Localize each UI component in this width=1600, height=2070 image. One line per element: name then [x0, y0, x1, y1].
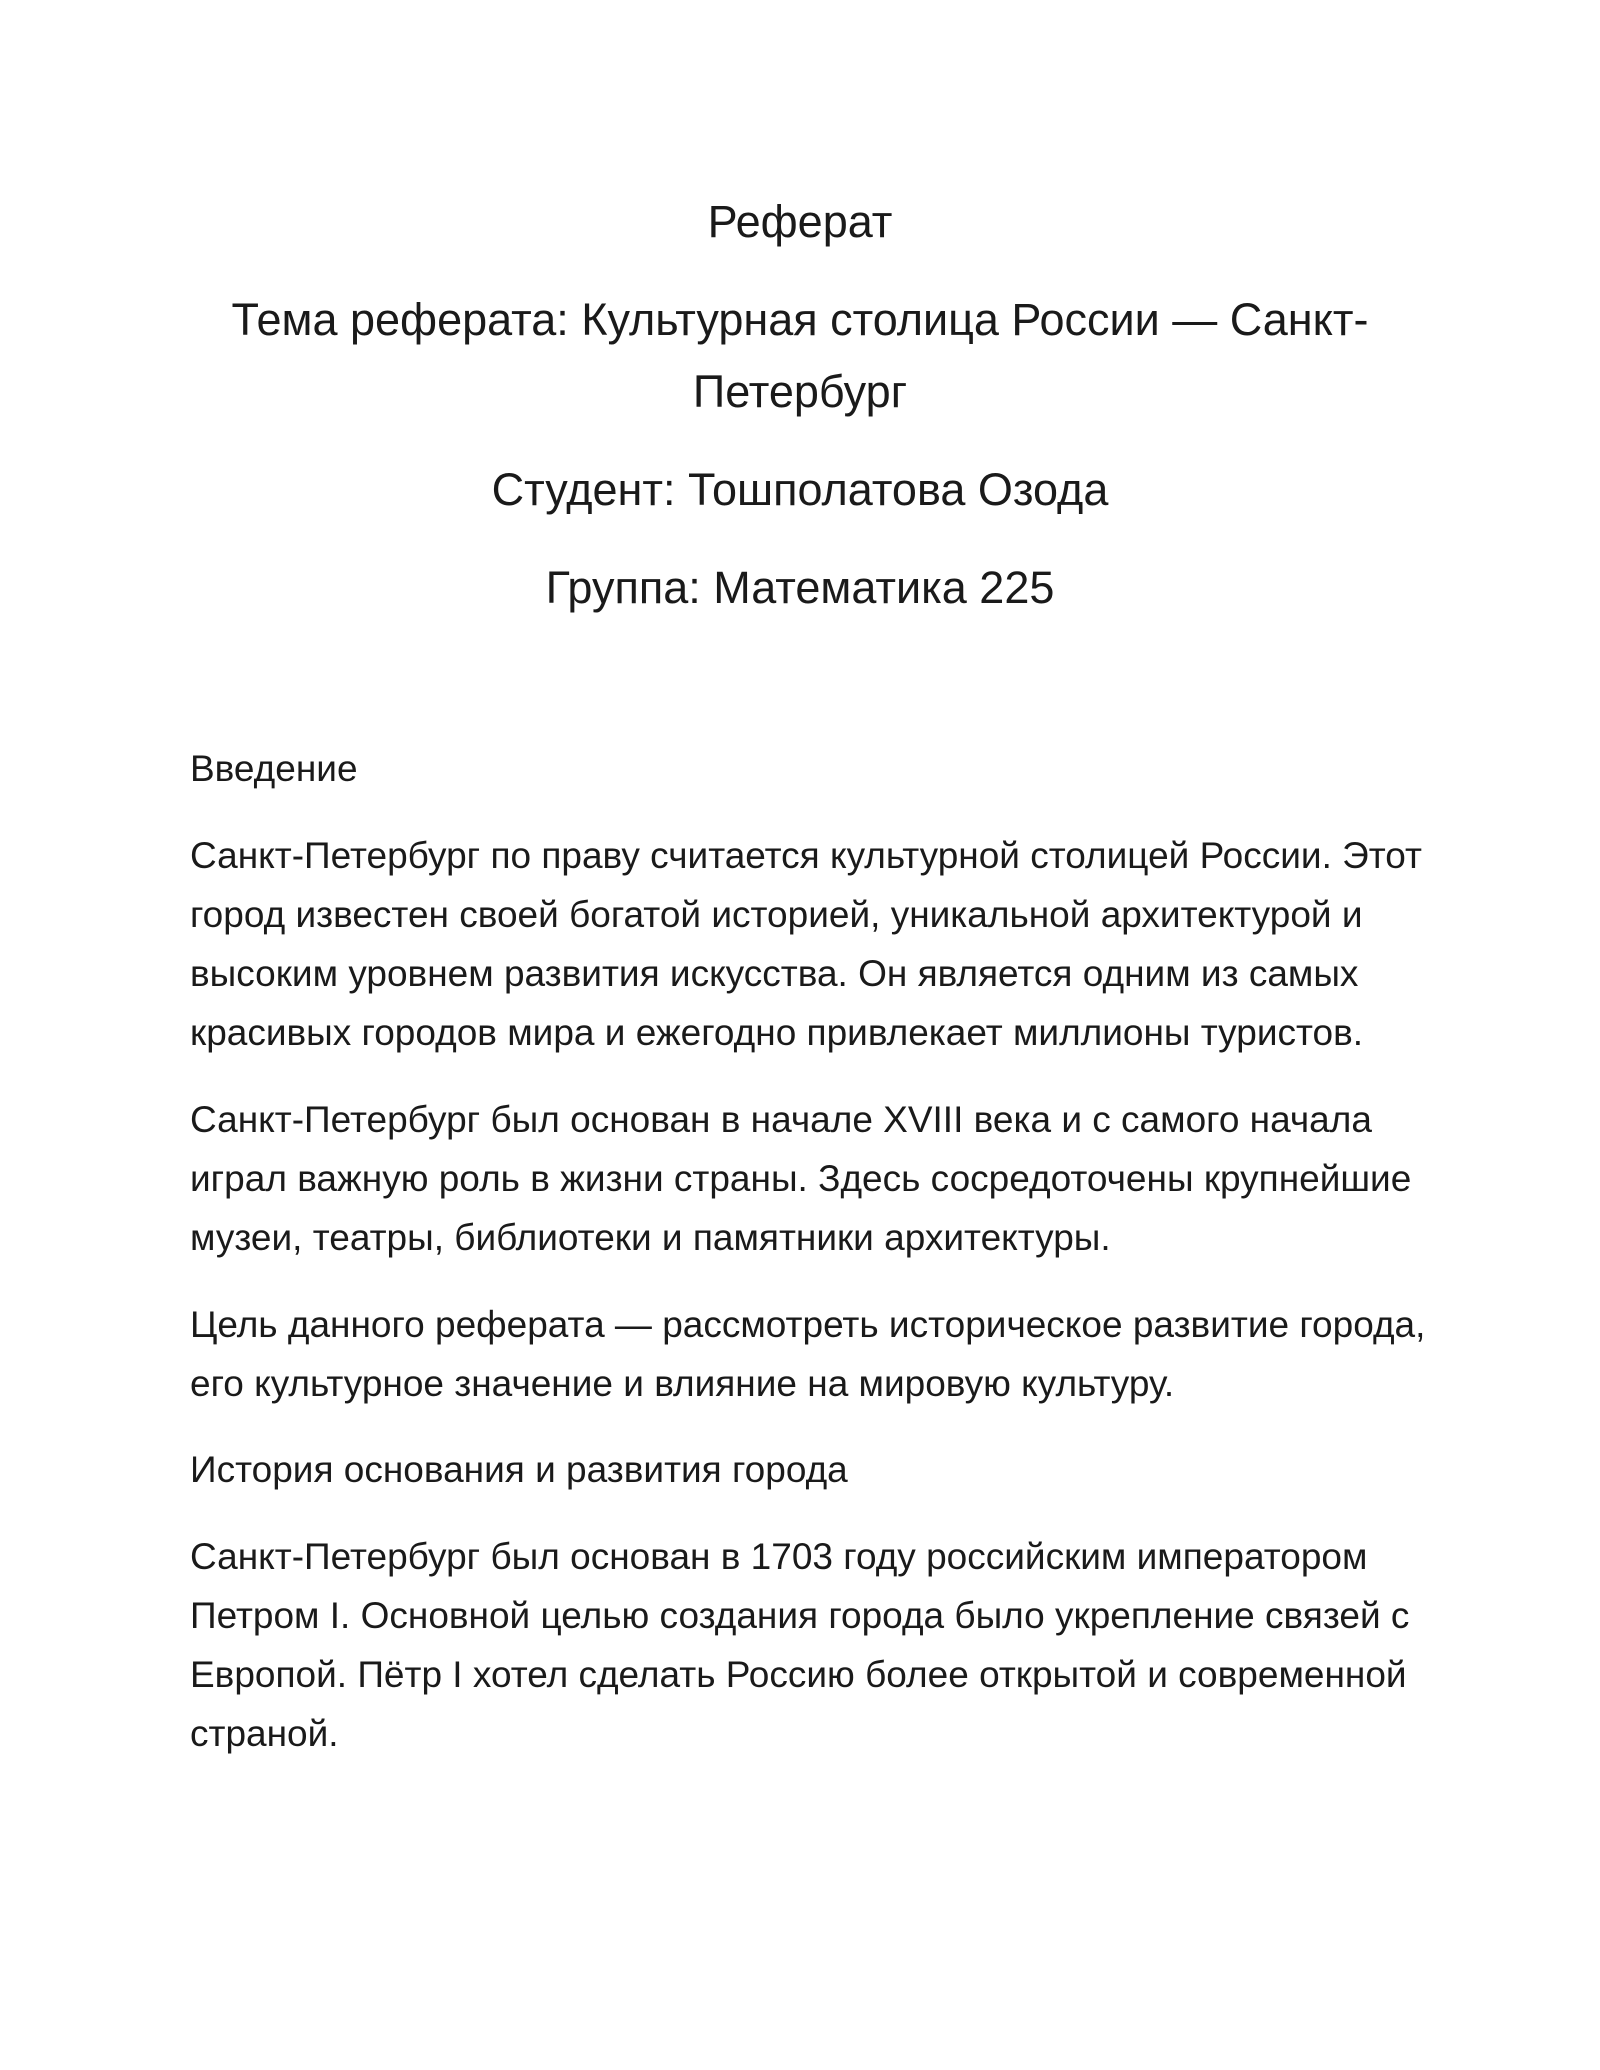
section-heading-intro: Введение: [190, 748, 358, 789]
document-body: [190, 740, 1430, 1791]
student-name: Студент: Тошполатова Озода: [491, 464, 1109, 515]
document-type-title: Реферат: [707, 196, 893, 247]
intro-paragraph: Санкт-Петербург по праву считается культурной столицей России. Этот город известен своей богатой историей, уникальной архитектурой и высоким уровнем развития искусства. Он является одним из самых красивых городов мира и ежегодно привлекает миллионы туристов.: [190, 835, 1422, 1053]
topic-title: Тема реферата: Культурная столица России — Санкт-Петербург: [231, 294, 1369, 417]
intro-paragraph: Санкт-Петербург был основан в начале XVIII века и с самого начала играл важную роль в жизни страны. Здесь сосредоточены крупнейшие музеи, театры, библиотеки и памятники архитектуры.: [190, 1099, 1412, 1258]
history-paragraph: Санкт-Петербург был основан в 1703 году российским императором Петром I. Основной целью создания города было укрепление связей с Европой. Пётр I хотел сделать Россию более открытой и современной страной.: [190, 1536, 1410, 1754]
title-block: [150, 186, 1450, 650]
intro-paragraph: Цель данного реферата — рассмотреть историческое развитие города, его культурное значение и влияние на мировую культуру.: [190, 1304, 1426, 1404]
group-name: Группа: Математика 225: [545, 562, 1055, 613]
section-heading-history: История основания и развития города: [190, 1449, 848, 1490]
